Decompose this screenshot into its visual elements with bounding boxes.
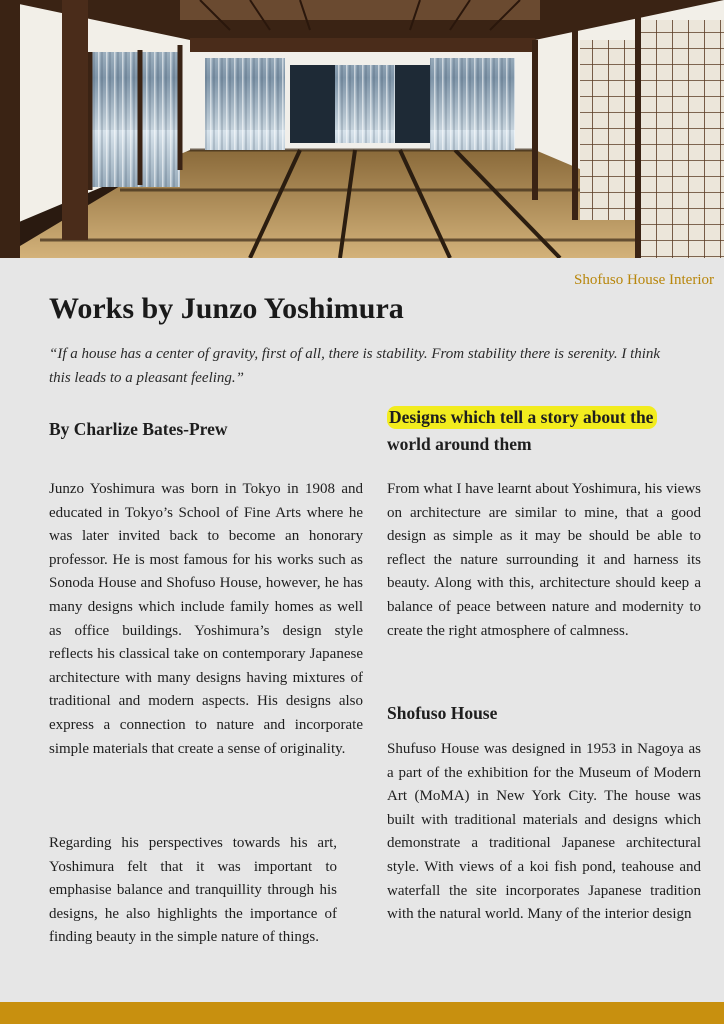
body-paragraph-views	[387, 478, 701, 643]
paragraph-text: Regarding his perspectives towards his art, Yoshimura felt that it was important to emphasise balance and tranquillity through his designs, he also highlights the importance of finding beauty in the simple nature of things.	[49, 835, 337, 946]
paragraph-text: Junzo Yoshimura was born in Tokyo in 1908 and educated in Tokyo’s School of Fine Arts where he was later invited back to become an honorary professor. He is most famous for his works such as Sonoda House and Shofuso House, however, he has many designs which include family homes as well as office buildings. Yoshimura’s design style reflects his classical take on contemporary Japanese architecture with many designs having mixtures of traditional and modern aspects. His designs also express a connection to nature and incorporate simple materials that create a sense of originality.	[49, 481, 363, 757]
footer-bar	[0, 1002, 724, 1024]
heading-continuation: world around them	[387, 434, 532, 454]
body-paragraph-biography	[49, 478, 363, 761]
image-caption: Shofuso House Interior	[574, 272, 714, 288]
body-paragraph-shofuso	[387, 738, 701, 927]
hero-image	[0, 0, 724, 258]
page-title: Works by Junzo Yoshimura	[49, 292, 404, 325]
highlighted-heading-text: Designs which tell a story about the	[387, 406, 657, 429]
paragraph-text: Shufuso House was designed in 1953 in Nagoya as a part of the exhibition for the Museum of Modern Art (MoMA) in New York City. The house was built with traditional materials and designs which demonstrate a traditional Japanese architectural style. With views of a koi fish pond, teahouse and waterfall the site incorporates Japanese tradition with the natural world. Many of the interior design	[387, 741, 701, 923]
author-byline: By Charlize Bates-Prew	[49, 419, 228, 439]
body-paragraph-perspectives	[49, 832, 337, 950]
subheading-shofuso-house: Shofuso House	[387, 703, 498, 723]
pull-quote: “If a house has a center of gravity, first of all, there is stability. From stability there is serenity. I think this leads to a pleasant feeling.”	[49, 346, 661, 386]
paragraph-text: From what I have learnt about Yoshimura, his views on architecture are similar to mine, that a good design as simple as it may be should be able to reflect the nature surrounding it and harness its beauty. Along with this, architecture should keep a balance of peace between nature and modernity to create the right atmosphere of calmness.	[387, 481, 701, 639]
section-heading-designs	[387, 404, 707, 458]
